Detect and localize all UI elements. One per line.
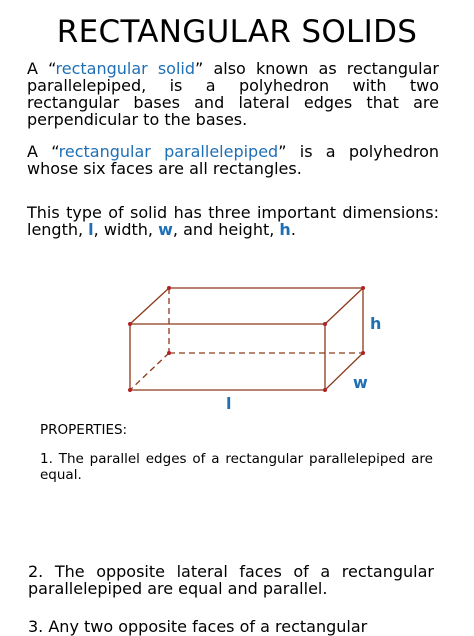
edge-top-right-depth [325,288,363,324]
edge-top-left-depth [130,288,169,324]
property-3: 3. Any two opposite faces of a rectangular [28,617,368,636]
text-segment: ” also known as rectangular parallelepiped, is a polyhedron with two rectangular bases and lateral edges that are perpendicular to the bases. [27,59,440,129]
text-segment: ” is a polyhedron whose six faces are all rectangles. [27,142,440,178]
text-segment: , width, [93,220,159,239]
properties-heading: PROPERTIES: [40,422,128,438]
label-height: h [370,314,382,333]
text-segment: , and height, [172,220,280,239]
text-segment: A “ [27,59,56,78]
dimension-length: l [88,220,94,239]
figure-edges [130,288,363,390]
vertex [361,351,365,355]
label-width: w [353,373,368,392]
figure-vertices [128,286,365,392]
text-segment: This type of solid has three important dimensions: length, [27,203,439,239]
property-2: 2. The opposite lateral faces of a rectangular parallelepiped are equal and parallel. [28,562,434,598]
dimension-width: w [158,220,173,239]
page-title: RECTANGULAR SOLIDS [56,14,418,50]
hidden-edge-bottom-left-depth [130,353,169,390]
vertex [167,286,171,290]
vertex [128,322,132,326]
term-rectangular-parallelepiped: rectangular parallelepiped [58,142,279,161]
property-1: 1. The parallel edges of a rectangular parallelepiped are equal. [40,451,433,483]
vertex [128,388,132,392]
vertex [361,286,365,290]
text-segment: . [290,220,296,239]
vertex [323,388,327,392]
term-rectangular-solid: rectangular solid [55,59,196,78]
dimension-height: h [279,220,291,239]
text-segment: A “ [27,142,59,161]
label-length: l [226,394,232,413]
vertex [167,351,171,355]
vertex [323,322,327,326]
